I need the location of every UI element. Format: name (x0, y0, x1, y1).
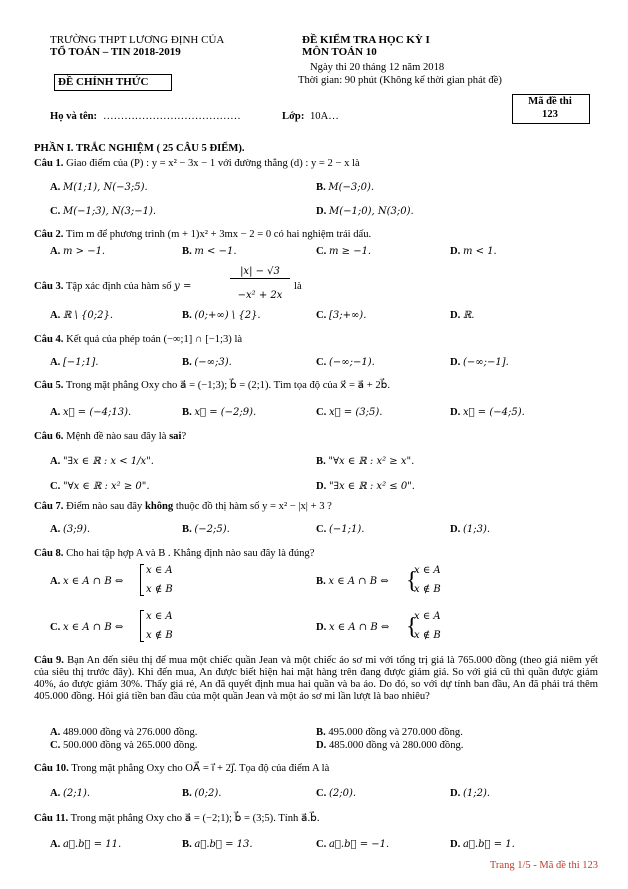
q6-option-a[interactable]: A. "∃x ∈ ℝ : x < 1/x". (50, 456, 154, 467)
department-name: TỔ TOÁN – TIN 2018-2019 (50, 46, 181, 58)
q9-option-c[interactable]: C. 500.000 đồng và 265.000 đồng. (50, 740, 198, 751)
question-11: Câu 11. Trong mặt phẳng Oxy cho a⃗ = (−2;1); b⃗ = (3;5). Tính a⃗.b⃗. (34, 813, 320, 824)
question-7: Câu 7. Điểm nào sau đây không thuộc đồ thị hàm số y = x² − |x| + 3 ? (34, 501, 332, 512)
q8-d-brace: { (406, 614, 418, 640)
exam-date: Ngày thi 20 tháng 12 năm 2018 (310, 62, 445, 73)
q11-option-a[interactable]: A. a⃗.b⃗ = 11. (50, 839, 122, 850)
q3-numerator: |x| − √3 (230, 266, 290, 279)
q3-denominator: −x² + 2x (237, 290, 283, 301)
question-5: Câu 5. Trong mặt phẳng Oxy cho a⃗ = (−1;3); b⃗ = (2;1). Tìm tọa độ của x⃗ = a⃗ + 2b⃗. (34, 380, 391, 391)
question-label: Câu 1. (34, 158, 64, 169)
exam-title: ĐỀ KIỂM TRA HỌC KỲ I (302, 34, 430, 46)
q8-c-line2: x ∉ B (146, 630, 173, 641)
q3-option-c[interactable]: C. [3;+∞). (316, 310, 367, 321)
q6-option-b[interactable]: B. "∀x ∈ ℝ : x² ≥ x". (316, 456, 415, 467)
q3-option-b[interactable]: B. (0;+∞) \ {2}. (182, 310, 261, 321)
official-label: ĐỀ CHÍNH THỨC (58, 76, 149, 88)
q8-option-b[interactable]: B. x ∈ A ∩ B ⇔ (316, 576, 389, 587)
q8-b-line1: x ∈ A (414, 565, 441, 576)
exam-time: Thời gian: 90 phút (Không kể thời gian phát đề) (298, 75, 502, 86)
q7-option-c[interactable]: C. (−1;1). (316, 524, 365, 535)
question-10: Câu 10. Trong mặt phẳng Oxy cho OA⃗ = i⃗ + 2j⃗. Tọa độ của điểm A là (34, 763, 330, 774)
q10-option-a[interactable]: A. (2;1). (50, 788, 91, 799)
q8-a-line1: x ∈ A (146, 565, 173, 576)
q4-option-a[interactable]: A. [−1;1]. (50, 357, 99, 368)
q5-option-c[interactable]: C. x⃗ = (3;5). (316, 407, 383, 418)
q5-option-b[interactable]: B. x⃗ = (−2;9). (182, 407, 257, 418)
q8-option-c[interactable]: C. x ∈ A ∩ B ⇔ (50, 622, 124, 633)
q1-option-b[interactable]: B. M(−3;0). (316, 182, 375, 193)
q1-option-c[interactable]: C. M(−1;3), N(3;−1). (50, 206, 157, 217)
q9-option-b[interactable]: B. 495.000 đồng và 270.000 đồng. (316, 727, 463, 738)
q10-option-d[interactable]: D. (1;2). (450, 788, 491, 799)
q6-option-d[interactable]: D. "∃x ∈ ℝ : x² ≤ 0". (316, 481, 415, 492)
q1-option-d[interactable]: D. M(−1;0), N(3;0). (316, 206, 414, 217)
q4-option-d[interactable]: D. (−∞;−1]. (450, 357, 509, 368)
q11-option-d[interactable]: D. a⃗.b⃗ = 1. (450, 839, 515, 850)
q8-a-bracket (140, 564, 144, 596)
q11-option-c[interactable]: C. a⃗.b⃗ = −1. (316, 839, 390, 850)
question-text: Giao điểm của (P) : y = x² − 3x − 1 với đường thẳng (d) : y = 2 − x là (66, 158, 360, 169)
q11-option-b[interactable]: B. a⃗.b⃗ = 13. (182, 839, 253, 850)
q1-option-a[interactable]: A. M(1;1), N(−3;5). (50, 182, 148, 193)
q9-option-d[interactable]: D. 485.000 đồng và 280.000 đồng. (316, 740, 464, 751)
q2-option-c[interactable]: C. m ≥ −1. (316, 246, 372, 257)
q5-option-d[interactable]: D. x⃗ = (−4;5). (450, 407, 525, 418)
school-name: TRƯỜNG THPT LƯƠNG ĐỊNH CỦA (50, 34, 225, 46)
section-title: PHẦN I. TRẮC NGHIỆM ( 25 CÂU 5 ĐIỂM). (34, 143, 245, 154)
q4-option-c[interactable]: C. (−∞;−1). (316, 357, 375, 368)
q8-d-line2: x ∉ B (414, 630, 441, 641)
q8-c-line1: x ∈ A (146, 611, 173, 622)
q8-b-brace: { (406, 568, 418, 594)
q7-option-a[interactable]: A. (3;9). (50, 524, 91, 535)
q7-option-b[interactable]: B. (−2;5). (182, 524, 230, 535)
q6-option-c[interactable]: C. "∀x ∈ ℝ : x² ≥ 0". (50, 481, 150, 492)
class-label: Lớp: (282, 111, 305, 122)
q8-b-line2: x ∉ B (414, 584, 441, 595)
question-1 (34, 158, 360, 170)
question-8: Câu 8. Cho hai tập hợp A và B . Khẳng định nào sau đây là đúng? (34, 548, 315, 559)
name-label: Họ và tên: (50, 111, 98, 122)
name-blank: ………………………………… (103, 111, 241, 122)
q9-option-a[interactable]: A. 489.000 đồng và 276.000 đồng. (50, 727, 198, 738)
q7-option-d[interactable]: D. (1;3). (450, 524, 491, 535)
subject: MÔN TOÁN 10 (302, 46, 377, 58)
q2-option-d[interactable]: D. m < 1. (450, 246, 497, 257)
q2-option-a[interactable]: A. m > −1. (50, 246, 106, 257)
question-6: Câu 6. Mệnh đề nào sau đây là sai? (34, 431, 187, 442)
q8-option-d[interactable]: D. x ∈ A ∩ B ⇔ (316, 622, 390, 633)
page-footer: Trang 1/5 - Mã đề thi 123 (489, 860, 598, 871)
question-4: Câu 4. Kết quả của phép toán (−∞;1] ∩ [−1;3) là (34, 334, 243, 345)
q10-option-b[interactable]: B. (0;2). (182, 788, 222, 799)
q3-tail: là (294, 281, 302, 292)
question-3: Câu 3. Tập xác định của hàm số y = (34, 281, 192, 292)
q4-option-b[interactable]: B. (−∞;3). (182, 357, 232, 368)
question-9: Câu 9. Bạn An đến siêu thị để mua một chiếc quần Jean và một chiếc áo sơ mi với tổng trị giá là 765.000 đồng (theo giá niêm yết của siêu thị trước đây). Khi đến mua, An được biết hiện hai mặt hàng trên đang được giảm giá. So với giá cũ thì quần được giảm 40%, áo được giảm 30%. Thấy giá rẻ, An đã quyết định mua hai quần và ba áo. Do đó, so với dự tính ban đầu, An đã phải trả thêm 405.000 đồng. Hỏi giá tiền ban đầu của một quần Jean và một áo sơ mi lần lượt là bao nhiêu? (34, 655, 598, 702)
question-2: Câu 2. Tìm m để phương trình (m + 1)x² + 3mx − 2 = 0 có hai nghiệm trái dấu. (34, 229, 372, 240)
exam-code-label: Mã đề thi (528, 96, 572, 107)
q8-option-a[interactable]: A. x ∈ A ∩ B ⇔ (50, 576, 124, 587)
q8-a-line2: x ∉ B (146, 584, 173, 595)
q5-option-a[interactable]: A. x⃗ = (−4;13). (50, 407, 132, 418)
q3-option-a[interactable]: A. ℝ \ {0;2}. (50, 310, 114, 321)
q2-option-b[interactable]: B. m < −1. (182, 246, 237, 257)
q3-option-d[interactable]: D. ℝ. (450, 310, 475, 321)
exam-code: 123 (542, 109, 558, 120)
q8-d-line1: x ∈ A (414, 611, 441, 622)
q10-option-c[interactable]: C. (2;0). (316, 788, 357, 799)
q8-c-bracket (140, 610, 144, 642)
class-value: 10A… (310, 111, 339, 122)
